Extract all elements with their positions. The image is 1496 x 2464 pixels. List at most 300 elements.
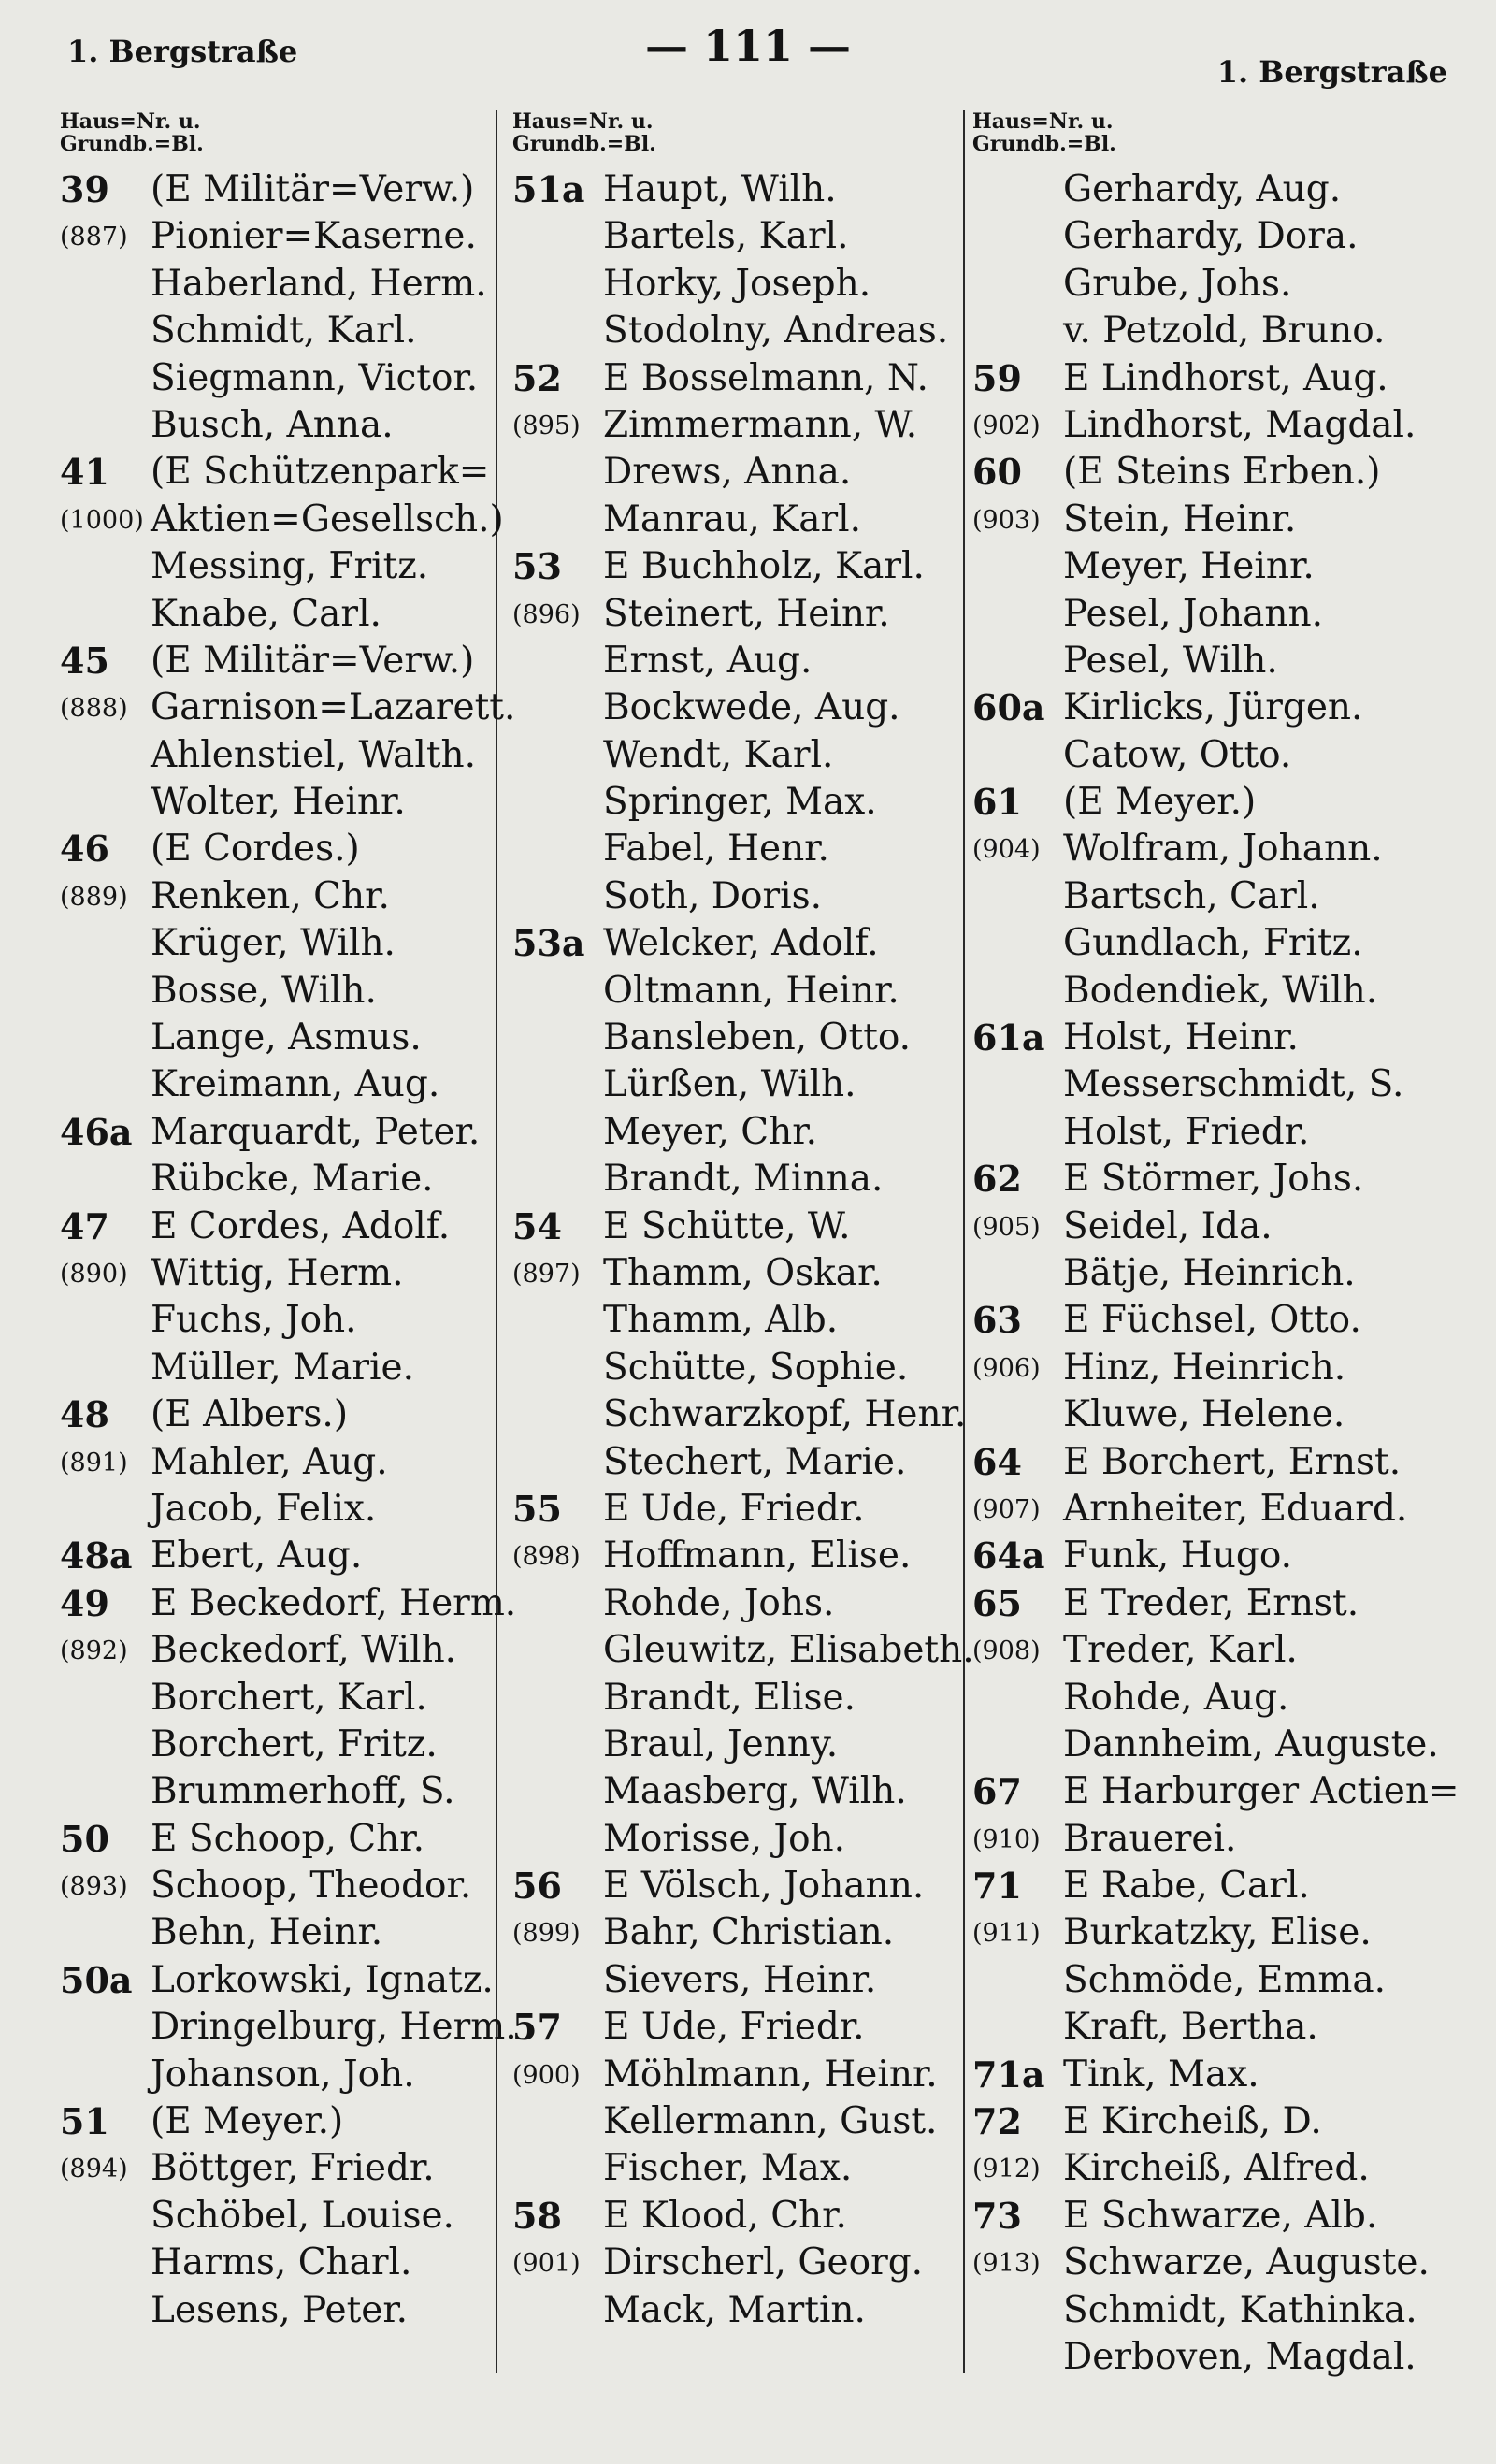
resident-entry: Kraft, Bertha. [1063,2006,1318,2049]
directory-line [60,1486,490,1533]
resident-entry: E Kircheiß, D. [1063,2100,1322,2143]
directory-line [972,684,1459,731]
house-number: 48a [60,1535,133,1578]
directory-line [972,355,1459,402]
resident-entry: Knabe, Carl. [151,592,381,635]
resident-entry: Dringelburg, Herm. [151,2006,517,2049]
resident-entry: E Störmer, Johs. [1063,1158,1364,1201]
directory-line [512,2052,971,2098]
directory-line [512,1297,971,1344]
resident-entry: Schmidt, Karl. [151,310,417,353]
land-register-number: (902) [972,411,1041,440]
resident-entry: Messing, Fritz. [151,545,429,588]
resident-entry: (E Militär=Verw.) [151,639,475,682]
resident-entry: Bosse, Wilh. [151,969,377,1012]
land-register-number: (911) [972,1919,1041,1949]
resident-entry: Thamm, Oskar. [603,1251,883,1294]
resident-entry: Lürßen, Wilh. [603,1063,856,1106]
resident-entry: Ernst, Aug. [603,639,813,682]
resident-entry: (E Meyer.) [1063,781,1257,824]
resident-entry: Haberland, Herm. [151,262,487,305]
directory-line [512,261,971,308]
resident-entry: Lorkowski, Ignatz. [151,1958,494,2001]
directory-line [512,1345,971,1391]
resident-entry: Welcker, Adolf. [603,922,879,965]
directory-line [512,497,971,543]
resident-entry: Bansleben, Otto. [603,1016,912,1059]
directory-line [512,402,971,449]
resident-entry: Gleuwitz, Elisabeth. [603,1629,974,1672]
directory-line [972,449,1459,496]
directory-line [512,1015,971,1061]
directory-line [972,402,1459,449]
directory-line [60,166,490,213]
resident-entry: E Klood, Chr. [603,2194,847,2237]
column-heading [512,110,971,166]
directory-line [512,1439,971,1486]
directory-line [972,2004,1459,2051]
house-number: 63 [972,1299,1022,1342]
directory-line [512,2287,971,2334]
directory-line [512,2004,971,2051]
resident-entry: Morisse, Joh. [603,1817,846,1860]
land-register-number: (899) [512,1919,581,1949]
directory-line [972,1580,1459,1627]
resident-entry: Arnheiter, Eduard. [1063,1487,1408,1530]
resident-entry: (E Schützenpark= [151,451,490,494]
directory-line [512,591,971,638]
resident-entry: Hoffmann, Elise. [603,1535,912,1578]
house-number: 52 [512,356,562,399]
directory-line [60,2193,490,2240]
resident-entry: Lange, Asmus. [151,1016,422,1059]
directory-line [972,1015,1459,1061]
directory-line [512,2098,971,2145]
directory-line [512,920,971,967]
resident-entry: Rohde, Johs. [603,1581,835,1624]
resident-entry: Hinz, Heinrich. [1063,1346,1346,1389]
running-head-left: 1. Bergstraße [67,34,298,69]
land-register-number: (896) [512,599,581,629]
directory-line [60,1015,490,1061]
resident-entry: Holst, Friedr. [1063,1110,1310,1153]
directory-line [512,1533,971,1579]
directory-line [512,1109,971,1156]
directory-line [60,2098,490,2145]
directory-line [512,2145,971,2192]
directory-line [60,1909,490,1956]
directory-line [512,1250,971,1297]
house-number: 50a [60,1958,133,2001]
directory-line [972,1439,1459,1486]
resident-entry: Springer, Max. [603,781,877,824]
resident-entry: Gerhardy, Aug. [1063,168,1342,210]
resident-entry: Soth, Doris. [603,874,823,917]
resident-entry: Gerhardy, Dora. [1063,215,1359,258]
house-number: 50 [60,1817,109,1860]
land-register-number: (889) [60,882,128,912]
land-register-number: (901) [512,2249,581,2279]
directory-line [60,779,490,826]
resident-entry: Manrau, Karl. [603,497,862,540]
resident-entry: Dirscherl, Georg. [603,2241,924,2284]
resident-entry: (E Cordes.) [151,828,360,871]
directory-line [972,1675,1459,1722]
directory-line [972,1909,1459,1956]
directory-line [60,1203,490,1250]
resident-entry: Holst, Heinr. [1063,1016,1299,1059]
resident-entry: Pesel, Wilh. [1063,639,1278,682]
resident-entry: Lindhorst, Magdal. [1063,403,1417,446]
column-heading-line: Grundb.=Bl. [972,132,1116,156]
resident-entry: Brummerhoff, S. [151,1770,455,1813]
resident-entry: (E Steins Erben.) [1063,451,1381,494]
directory-line [60,920,490,967]
house-number: 51a [512,168,585,210]
house-number: 61a [972,1016,1045,1059]
resident-entry: Wendt, Karl. [603,733,834,776]
resident-entry: Zimmermann, W. [603,403,918,446]
directory-line [512,1909,971,1956]
directory-line [972,1345,1459,1391]
directory-line [512,355,971,402]
directory-line [972,968,1459,1015]
directory-line [60,2145,490,2192]
resident-entry: Seidel, Ida. [1063,1204,1273,1247]
house-number: 71a [972,2053,1045,2096]
directory-line [512,1061,971,1108]
directory-line [972,2193,1459,2240]
land-register-number: (1000) [60,505,144,535]
directory-line [60,1391,490,1438]
resident-entry: Bartsch, Carl. [1063,874,1320,917]
directory-line [972,2334,1459,2381]
land-register-number: (890) [60,1259,128,1289]
directory-line [60,1109,490,1156]
directory-line [60,2240,490,2286]
resident-entry: Fischer, Max. [603,2147,853,2190]
resident-entry: E Schoop, Chr. [151,1817,424,1860]
resident-entry: Stechert, Marie. [603,1440,907,1483]
directory-line [512,166,971,213]
land-register-number: (887) [60,223,128,252]
resident-entry: Jacob, Felix. [151,1487,377,1530]
resident-entry: v. Petzold, Bruno. [1063,310,1386,353]
directory-line [972,1391,1459,1438]
directory-line [512,638,971,684]
resident-entry: E Beckedorf, Herm. [151,1581,517,1624]
resident-entry: Fabel, Henr. [603,828,829,871]
resident-entry: Funk, Hugo. [1063,1535,1293,1578]
resident-entry: Haupt, Wilh. [603,168,837,210]
resident-entry: Borchert, Karl. [151,1676,427,1719]
resident-entry: E Buchholz, Karl. [603,545,925,588]
directory-line [512,1156,971,1203]
resident-entry: Mack, Martin. [603,2288,866,2331]
resident-entry: E Treder, Ernst. [1063,1581,1359,1624]
directory-line [972,213,1459,260]
directory-line [972,873,1459,920]
resident-entry: Treder, Karl. [1063,1629,1298,1672]
directory-line [972,779,1459,826]
directory-line [512,684,971,731]
resident-entry: Meyer, Chr. [603,1110,817,1153]
directory-line [972,591,1459,638]
resident-entry: Bätje, Heinrich. [1063,1251,1356,1294]
resident-entry: Schmidt, Kathinka. [1063,2288,1417,2331]
resident-entry: Johanson, Joh. [151,2053,415,2096]
house-number: 73 [972,2194,1022,2237]
resident-entry: Brauerei. [1063,1817,1237,1860]
land-register-number: (904) [972,835,1041,865]
resident-entry: Mahler, Aug. [151,1440,388,1483]
resident-entry: E Lindhorst, Aug. [1063,356,1388,399]
directory-line [60,1957,494,2004]
house-number: 39 [60,168,109,210]
directory-line [512,732,971,779]
column-heading-line: Haus=Nr. u. [972,109,1114,134]
resident-entry: E Füchsel, Otto. [1063,1299,1361,1342]
resident-entry: Grube, Johs. [1063,262,1292,305]
directory-line [972,1156,1459,1203]
directory-line [972,1768,1459,1815]
directory-line [512,968,971,1015]
directory-line [972,1533,1459,1579]
directory-column-1 [60,109,517,2334]
house-number: 56 [512,1865,562,1908]
directory-line [60,1675,490,1722]
page-header [0,21,1496,90]
resident-entry: Pionier=Kaserne. [151,215,477,258]
resident-entry: Messerschmidt, S. [1063,1063,1404,1106]
resident-entry: Ahlenstiel, Walth. [151,733,477,776]
directory-line [60,1156,490,1203]
house-number: 60 [972,451,1022,494]
column-heading-line: Grundb.=Bl. [512,132,656,156]
resident-entry: Gundlach, Fritz. [1063,922,1363,965]
resident-entry: Kellermann, Gust. [603,2100,938,2143]
resident-entry: E Schütte, W. [603,1204,851,1247]
resident-entry: Horky, Joseph. [603,262,871,305]
land-register-number: (905) [972,1212,1041,1242]
resident-entry: Sievers, Heinr. [603,1958,877,2001]
directory-line [60,402,490,449]
directory-line [60,449,490,496]
directory-line [972,497,1459,543]
house-number: 62 [972,1158,1022,1201]
resident-entry: Stein, Heinr. [1063,497,1297,540]
directory-line [60,1439,490,1486]
directory-line [512,1957,971,2004]
resident-entry: E Völsch, Johann. [603,1865,925,1908]
resident-entry: Wittig, Herm. [151,1251,404,1294]
directory-line [60,826,490,872]
resident-entry: Dannheim, Auguste. [1063,1722,1439,1765]
resident-entry: Pesel, Johann. [1063,592,1324,635]
directory-line [972,1297,1459,1344]
resident-entry: Schöbel, Louise. [151,2194,454,2237]
house-number: 72 [972,2100,1022,2143]
directory-line [60,543,490,590]
resident-entry: Kirlicks, Jürgen. [1063,686,1363,729]
directory-line [60,684,516,731]
directory-line [512,449,971,496]
resident-entry: Böttger, Friedr. [151,2147,435,2190]
resident-entry: E Borchert, Ernst. [1063,1440,1402,1483]
land-register-number: (891) [60,1448,128,1477]
column-heading [972,110,1459,166]
house-number: 45 [60,639,109,682]
directory-line [972,1722,1459,1768]
land-register-number: (912) [972,2154,1041,2184]
resident-entry: Meyer, Heinr. [1063,545,1315,588]
land-register-number: (898) [512,1542,581,1572]
resident-entry: Siegmann, Victor. [151,356,479,399]
directory-line [60,213,490,260]
house-number: 64a [972,1535,1045,1578]
directory-line [60,1297,490,1344]
directory-line [972,1486,1459,1533]
resident-entry: Derboven, Magdal. [1063,2335,1417,2378]
directory-line [60,1627,490,1674]
resident-entry: Möhlmann, Heinr. [603,2053,938,2096]
resident-entry: E Rabe, Carl. [1063,1865,1310,1908]
directory-line [512,1627,974,1674]
directory-line [972,2052,1459,2098]
directory-line [60,968,490,1015]
column-heading-line: Haus=Nr. u. [60,109,201,134]
directory-line [512,779,971,826]
house-number: 48 [60,1393,109,1436]
directory-line [512,1722,971,1768]
resident-entry: Brandt, Elise. [603,1676,856,1719]
directory-line [512,2193,971,2240]
land-register-number: (894) [60,2154,128,2184]
resident-entry: Schwarze, Auguste. [1063,2241,1430,2284]
directory-line [972,2287,1459,2334]
directory-line [972,638,1459,684]
directory-line [972,1627,1459,1674]
directory-line [972,1250,1459,1297]
resident-entry: Maasberg, Wilh. [603,1770,907,1813]
resident-entry: Tink, Max. [1063,2053,1259,2096]
directory-line [972,308,1459,354]
resident-entry: Kreimann, Aug. [151,1063,440,1106]
column-heading-line: Grundb.=Bl. [60,132,204,156]
house-number: 59 [972,356,1022,399]
directory-line [512,873,971,920]
directory-line [972,261,1459,308]
land-register-number: (897) [512,1259,581,1289]
directory-line [972,1109,1459,1156]
column-heading [60,110,490,166]
land-register-number: (910) [972,1824,1041,1854]
directory-line [972,732,1459,779]
directory-column-3 [972,110,1459,2381]
resident-entry: Wolfram, Johann. [1063,828,1383,871]
house-number: 71 [972,1865,1022,1908]
directory-line [972,2145,1459,2192]
directory-line [60,1061,490,1108]
resident-entry: (E Meyer.) [151,2100,344,2143]
resident-entry: Bartels, Karl. [603,215,849,258]
directory-line [972,1061,1459,1108]
resident-entry: Rübcke, Marie. [151,1158,434,1201]
land-register-number: (893) [60,1872,128,1902]
resident-entry: Steinert, Heinr. [603,592,890,635]
land-register-number: (892) [60,1636,128,1666]
land-register-number: (903) [972,505,1041,535]
directory-line [512,1391,971,1438]
resident-entry: Thamm, Alb. [603,1299,839,1342]
directory-line [972,1863,1459,1909]
land-register-number: (900) [512,2060,581,2090]
directory-line [512,1203,971,1250]
resident-entry: (E Albers.) [151,1393,349,1436]
directory-line [972,1957,1459,2004]
resident-entry: Schütte, Sophie. [603,1346,909,1389]
directory-line [60,1722,490,1768]
directory-line [512,308,971,354]
resident-entry: Rohde, Aug. [1063,1676,1289,1719]
directory-line [972,1816,1459,1863]
resident-entry: Renken, Chr. [151,874,390,917]
resident-entry: Marquardt, Peter. [151,1110,481,1153]
land-register-number: (908) [972,1636,1041,1666]
resident-entry: Stodolny, Andreas. [603,310,949,353]
directory-line [60,873,490,920]
directory-line [512,1816,971,1863]
directory-line [512,2240,971,2286]
resident-entry: Bahr, Christian. [603,1911,895,1954]
resident-entry: (E Militär=Verw.) [151,168,475,210]
running-head-right: 1. Bergstraße [1216,54,1447,90]
resident-entry: Kluwe, Helene. [1063,1393,1345,1436]
house-number: 51 [60,2100,109,2143]
directory-line [60,732,490,779]
directory-line [972,166,1459,213]
directory-line [512,1675,971,1722]
land-register-number: (907) [972,1494,1041,1524]
directory-line [512,543,971,590]
directory-line [60,1816,490,1863]
land-register-number: (895) [512,411,581,440]
page-number: — 111 — [644,21,852,71]
resident-entry: E Harburger Actien= [1063,1770,1460,1813]
directory-line [60,497,504,543]
resident-entry: Aktien=Gesellsch.) [151,497,504,540]
resident-entry: Kircheiß, Alfred. [1063,2147,1370,2190]
directory-line [60,1863,490,1909]
house-number: 49 [60,1581,109,1624]
directory-line [972,1203,1459,1250]
directory-line [512,1863,971,1909]
directory-line [60,1768,490,1815]
resident-entry: Lesens, Peter. [151,2288,409,2331]
resident-entry: Burkatzky, Elise. [1063,1911,1372,1954]
column-heading-line: Haus=Nr. u. [512,109,654,134]
directory-line [972,826,1459,872]
house-number: 47 [60,1204,109,1247]
land-register-number: (906) [972,1353,1041,1383]
resident-entry: Oltmann, Heinr. [603,969,899,1012]
land-register-number: (888) [60,694,128,724]
house-number: 54 [512,1204,562,1247]
house-number: 65 [972,1581,1022,1624]
house-number: 55 [512,1487,562,1530]
directory-line [972,2098,1459,2145]
directory-line [60,308,490,354]
